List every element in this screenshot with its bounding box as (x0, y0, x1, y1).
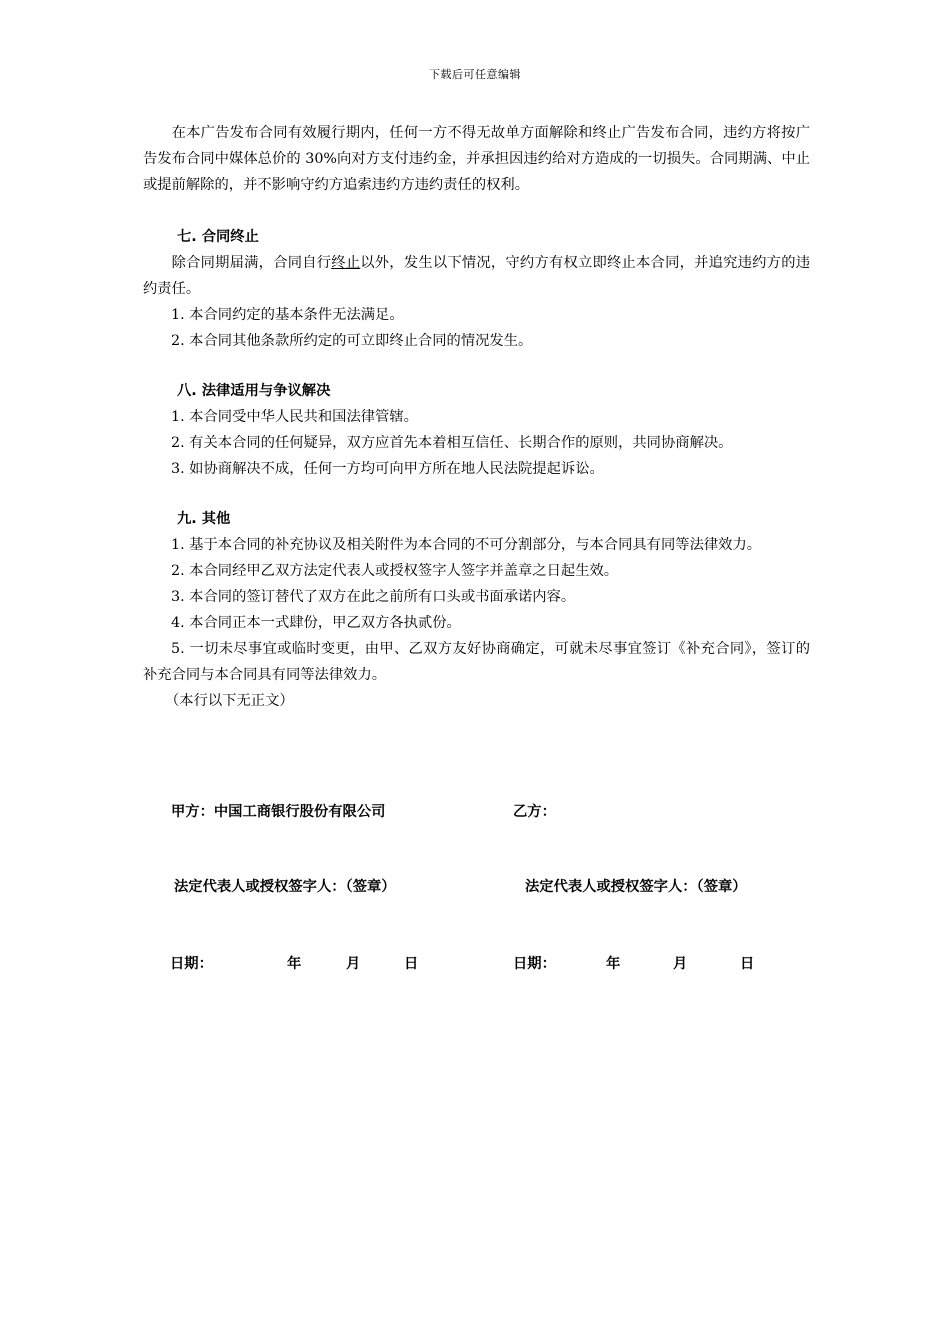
section-9-item-4: 4. 本合同正本一式肆份，甲乙双方各执贰份。 (171, 615, 461, 631)
party-a-date-day: 日 (404, 956, 419, 972)
party-b-date-day: 日 (740, 956, 755, 972)
section-7-text-after: 以外，发生以下情况，守约方有权立即终止本合同，并追究违约方的违约责任。 (143, 255, 811, 297)
section-7-underlined-term: 终止 (331, 255, 361, 271)
section-7-title: 七. 合同终止 (177, 229, 259, 245)
section-7-text-before: 除合同期届满，合同自行 (171, 255, 332, 271)
party-b-date-year: 年 (606, 956, 621, 972)
party-b-date-label: 日期： (513, 956, 556, 972)
party-a-label: 甲方：中国工商银行股份有限公司 (171, 804, 386, 820)
party-b-label: 乙方： (513, 804, 556, 820)
section-8-item-1: 1. 本合同受中华人民共和国法律管辖。 (171, 409, 418, 425)
section-7-item-1: 1. 本合同约定的基本条件无法满足。 (171, 307, 404, 323)
party-a-date-year: 年 (287, 956, 302, 972)
section-9-item-3: 3. 本合同的签订替代了双方在此之前所有口头或书面承诺内容。 (171, 589, 576, 605)
section-9-title: 九. 其他 (177, 511, 231, 527)
section-8-item-3: 3. 如协商解决不成，任何一方均可向甲方所在地人民法院提起诉讼。 (171, 461, 604, 477)
section-9-item-1: 1. 基于本合同的补充协议及相关附件为本合同的不可分割部分，与本合同具有同等法律效力。 (171, 537, 762, 553)
party-a-date-label: 日期： (170, 956, 213, 972)
section-8-item-2: 2. 有关本合同的任何疑异，双方应首先本着相互信任、长期合作的原则，共同协商解决。 (171, 435, 733, 451)
section-9-item-5: 5. 一切未尽事宜或临时变更，由甲、乙双方友好协商确定，可就未尽事宜签订《补充合同》，签订的补充合同与本合同具有同等法律效力。 (143, 641, 810, 683)
party-a-date-month: 月 (346, 956, 361, 972)
section-7-item-2: 2. 本合同其他条款所约定的可立即终止合同的情况发生。 (171, 333, 533, 349)
section-9-item-2: 2. 本合同经甲乙双方法定代表人或授权签字人签字并盖章之日起生效。 (171, 563, 619, 579)
header-note: 下载后可任意编辑 (429, 68, 521, 81)
intro-paragraph: 在本广告发布合同有效履行期内，任何一方不得无故单方面解除和终止广告发布合同，违约方将按广告发布合同中媒体总价的 30%向对方支付违约金，并承担因违约给对方造成的一切损失。合同期满、中止或提前解除的，并不影响守约方追索违约方违约责任的权利。 (143, 125, 810, 193)
party-b-representative: 法定代表人或授权签字人：（签章） (525, 879, 747, 895)
contract-body (143, 120, 810, 714)
section-7-paragraph (143, 250, 810, 302)
section-8-title: 八. 法律适用与争议解决 (177, 383, 331, 399)
party-a-representative: 法定代表人或授权签字人：（签章） (174, 879, 396, 895)
party-b-date-month: 月 (673, 956, 688, 972)
end-of-text-note: （本行以下无正文） (165, 693, 294, 709)
